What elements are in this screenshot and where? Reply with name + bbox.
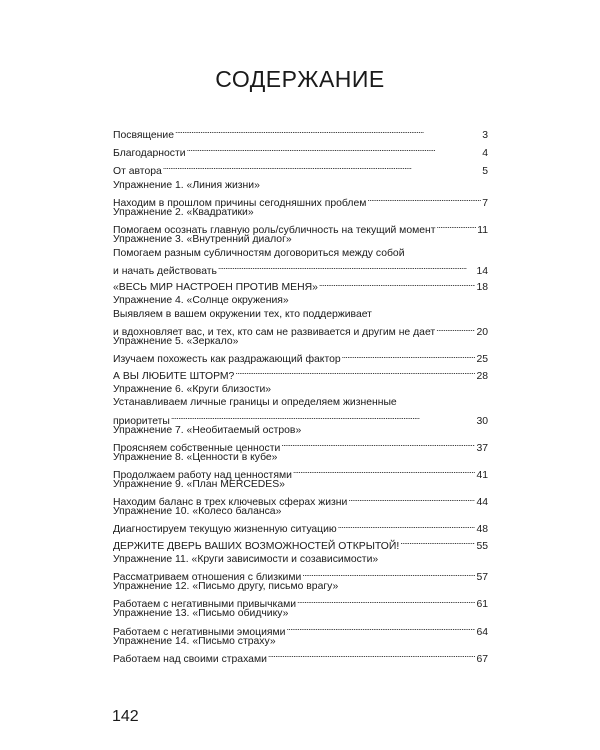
toc-entry-text: Упражнение 8. «Ценности в кубе» [113,451,278,463]
toc-entry-text: приоритеты [113,415,170,427]
toc-entry[interactable] [113,478,488,492]
toc-page-number: 48 [476,524,488,536]
toc-leader-dots [175,124,481,138]
toc-entry[interactable] [113,124,488,141]
toc-leader-dots [367,192,481,206]
toc-entry-text: Благодарности [113,147,186,159]
toc-leader-dots [287,621,476,635]
toc-entry[interactable] [113,219,488,236]
toc-entry-text: Упражнение 7. «Необитаемый остров» [113,424,302,436]
toc-page-number: 30 [476,415,488,427]
toc-entry-text: Работаем с негативными эмоциями [113,626,286,638]
toc-leader-dots [163,160,481,174]
toc-leader-dots [348,492,475,506]
toc-leader-dots [400,535,475,549]
toc-entry-text: Упражнение 5. «Зеркало» [113,336,239,348]
toc-entry[interactable] [113,349,488,366]
toc-entry[interactable] [113,519,488,536]
toc-entry-text: Упражнение 14. «Письмо страху» [113,635,276,647]
toc-entry-text: Рассматриваем отношения с близкими [113,572,302,584]
toc-leader-dots [268,648,476,662]
toc-entry[interactable] [113,247,488,277]
toc-entry[interactable] [113,277,488,294]
toc-entry[interactable] [113,396,488,427]
toc-leader-dots [293,464,476,478]
toc-entry[interactable] [113,492,488,509]
toc-entry[interactable] [113,437,488,454]
toc-entry-text: Помогаем осознать главную роль/субличность на текущий момент [113,224,436,236]
toc-entry-text: и вдохновляет вас, и тех, кто сам не развивается и другим не дает [113,327,436,339]
toc-page-number: 11 [477,224,488,236]
toc-page-number: 57 [476,572,488,584]
toc-entry-text: Упражнение 11. «Круги зависимости и созависимости» [113,554,379,565]
toc-entry[interactable] [113,594,488,611]
toc-page-number: 55 [476,541,488,552]
toc-leader-dots [235,365,475,379]
toc-entry[interactable] [113,648,488,665]
toc-leader-dots [302,567,475,581]
toc-entry-text: А ВЫ ЛЮБИТЕ ШТОРМ? [113,370,235,382]
toc-page-number: 18 [476,282,488,294]
toc-entry-text: Находим в прошлом причины сегодняшних проблем [113,197,367,209]
toc-entry-text: Упражнение 13. «Письмо обидчику» [113,608,289,620]
toc-page-number: 14 [476,265,488,277]
toc-leader-dots [187,142,482,156]
toc-entry[interactable] [113,424,488,438]
toc-entry-text: Упражнение 9. «План MERCEDES» [113,479,285,491]
toc-leader-dots [436,322,475,336]
toc-entry-text: От автора [113,165,162,177]
toc-page-number: 28 [476,370,488,382]
toc-leader-dots [338,519,476,533]
toc-page-number: 37 [476,442,488,454]
toc-entry-text: Продолжаем работу над ценностями [113,470,292,482]
toc-page-number: 61 [476,599,488,611]
toc-page-number: 4 [482,147,488,159]
toc-entry-text: Упражнение 1. «Линия жизни» [113,179,260,191]
toc-leader-dots [297,594,475,608]
page-number: 142 [112,708,139,725]
toc-entry-text: Изучаем похожесть как раздражающий фактор [113,354,341,366]
toc-entry-text: Выявляем в вашем окружении тех, кто поддерживает [113,308,372,320]
toc-entry[interactable] [113,464,488,482]
toc-leader-dots [319,277,476,291]
toc-entry[interactable] [113,635,488,649]
toc-entry[interactable] [113,383,488,397]
toc-leader-dots [342,349,476,363]
toc-leader-dots [437,219,477,233]
toc-entry[interactable] [113,192,488,209]
toc-entry[interactable] [113,535,488,552]
toc-page-number: 44 [476,497,488,509]
toc-page-number: 5 [482,165,488,177]
page-title: СОДЕРЖАНИЕ [215,66,385,92]
toc-entry[interactable] [113,365,488,382]
toc-page-number: 64 [476,626,488,638]
toc-entry-text: «ВЕСЬ МИР НАСТРОЕН ПРОТИВ МЕНЯ» [113,282,318,294]
toc-entry[interactable] [113,621,488,638]
toc-entry[interactable] [113,160,488,177]
toc-entry-text: Упражнение 4. «Солнце окружения» [113,295,289,307]
toc-entry-text: Упражнение 6. «Круги близости» [113,383,272,395]
toc-page-number: 20 [476,327,488,339]
table-of-contents [113,124,488,665]
toc-entry-text: и начать действовать [113,265,217,277]
toc-entry[interactable] [113,553,488,567]
toc-entry-text: Диагностируем текущую жизненную ситуацию [113,524,337,536]
toc-entry-text: Работаем над своими страхами [113,653,267,665]
toc-entry-text: Работаем с негативными привычками [113,599,297,611]
toc-entry[interactable] [113,580,488,594]
toc-entry-text: Помогаем разным субличностям договориться между собой [113,247,405,259]
toc-leader-dots [171,410,476,424]
toc-entry-text: Упражнение 12. «Письмо другу, письмо врагу» [113,581,339,593]
toc-entry[interactable] [113,607,488,621]
toc-leader-dots [218,260,476,274]
toc-entry-text: Упражнение 3. «Внутренний диалог» [113,233,292,245]
toc-entry[interactable] [113,451,488,465]
toc-entry-text: Упражнение 10. «Колесо баланса» [113,506,282,518]
toc-entry[interactable] [113,142,488,159]
toc-entry-text: ДЕРЖИТЕ ДВЕРЬ ВАШИХ ВОЗМОЖНОСТЕЙ ОТКРЫТОЙ! [113,541,400,552]
toc-entry-text: Посвящение [113,129,175,141]
toc-leader-dots [281,437,475,451]
toc-entry[interactable] [113,179,488,193]
toc-page-number: 67 [476,653,488,665]
toc-entry-text: Упражнение 2. «Квадратики» [113,206,254,218]
toc-page-number: 41 [476,470,488,482]
toc-entry[interactable] [113,567,488,584]
toc-entry-text: Проясняем собственные ценности [113,442,281,454]
toc-entry[interactable] [113,308,488,339]
toc-page-number: 25 [476,354,488,366]
toc-page-number: 3 [482,129,488,141]
toc-entry-text: Устанавливаем личные границы и определяем жизненные [113,397,397,409]
toc-page-number: 7 [482,197,488,209]
toc-entry[interactable] [113,294,488,308]
toc-entry-text: Находим баланс в трех ключевых сферах жизни [113,497,348,509]
